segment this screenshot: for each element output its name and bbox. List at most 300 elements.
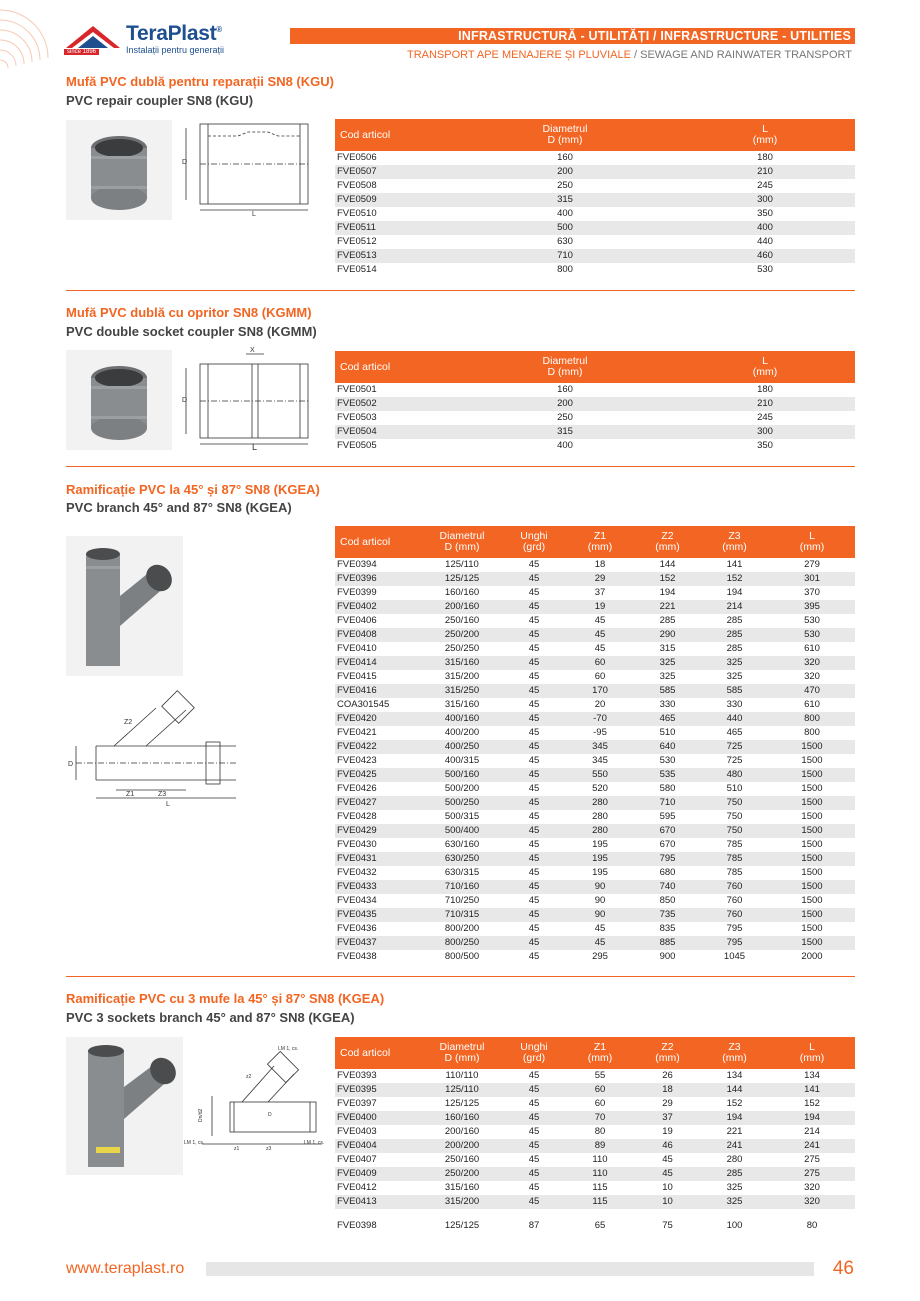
value-cell: 400 xyxy=(557,208,573,219)
value-cell: 330 xyxy=(659,699,676,710)
item-code-cell: FVE0410 xyxy=(337,643,377,654)
value-cell: 195 xyxy=(592,867,608,878)
value-cell: 241 xyxy=(700,1139,769,1153)
value-cell: 1500 xyxy=(801,923,823,934)
value-cell: 400/160 xyxy=(421,712,503,726)
item-code-cell: FVE0429 xyxy=(335,824,421,838)
value-cell: 800/200 xyxy=(444,923,480,934)
value-cell: 144 xyxy=(659,559,676,570)
column-header: Cod articol xyxy=(335,351,455,383)
section-3-title-ro: Ramificație PVC la 45° și 87° SN8 (KGEA) xyxy=(66,482,320,497)
value-cell: 45 xyxy=(528,1070,540,1081)
column-header: Z3 (mm) xyxy=(700,1037,769,1069)
value-cell: 280 xyxy=(565,824,635,838)
value-cell: 315/200 xyxy=(444,671,480,682)
column-header: Unghi (grd) xyxy=(503,1037,565,1069)
value-cell: 785 xyxy=(700,852,769,866)
value-cell: 45 xyxy=(503,880,565,894)
value-cell: 45 xyxy=(503,1083,565,1097)
value-cell: 45 xyxy=(635,1167,700,1181)
value-cell: 710 xyxy=(455,249,675,263)
value-cell: 750 xyxy=(726,811,743,822)
value-cell: 87 xyxy=(528,1220,540,1231)
double-socket-photo xyxy=(66,350,172,450)
value-cell: 214 xyxy=(700,600,769,614)
column-header: Z1 (mm) xyxy=(565,1037,635,1069)
value-cell: 250 xyxy=(557,180,573,191)
item-code-cell: FVE0508 xyxy=(337,180,377,191)
drawing-label-z3: Z3 xyxy=(158,791,167,798)
value-cell: 152 xyxy=(700,572,769,586)
value-cell: 60 xyxy=(594,1098,606,1109)
value-cell: 285 xyxy=(700,628,769,642)
value-cell: 1500 xyxy=(769,740,855,754)
value-cell: 500/200 xyxy=(444,783,480,794)
drawing-label-d: D xyxy=(268,1112,272,1118)
value-cell: 325 xyxy=(726,671,743,682)
value-cell: 285 xyxy=(726,615,743,626)
value-cell: 45 xyxy=(503,1195,565,1209)
value-cell: 760 xyxy=(700,908,769,922)
value-cell: 90 xyxy=(594,895,606,906)
value-cell: 37 xyxy=(635,1111,700,1125)
drawing-label-lm-2: LM 1, cs. xyxy=(304,1140,325,1146)
table-header-row xyxy=(335,526,855,558)
value-cell: 280 xyxy=(592,811,608,822)
drawing-label-z2: z2 xyxy=(246,1074,252,1080)
value-cell: 315/200 xyxy=(421,1195,503,1209)
value-cell: 45 xyxy=(528,923,540,934)
value-cell: 325 xyxy=(635,656,700,670)
table-row xyxy=(335,425,855,439)
value-cell: 45 xyxy=(528,783,540,794)
value-cell: 45 xyxy=(565,628,635,642)
value-cell: 400 xyxy=(675,221,855,235)
item-code-cell: FVE0426 xyxy=(337,783,377,794)
value-cell: 45 xyxy=(528,727,540,738)
item-code-cell: FVE0412 xyxy=(337,1182,377,1193)
value-cell: 670 xyxy=(659,839,676,850)
table-row xyxy=(335,810,855,824)
item-code-cell: FVE0433 xyxy=(335,880,421,894)
item-code-cell: FVE0425 xyxy=(335,768,421,782)
item-code-cell: FVE0430 xyxy=(337,839,377,850)
table-row xyxy=(335,838,855,852)
item-code-cell: FVE0435 xyxy=(335,908,421,922)
value-cell: 45 xyxy=(528,1126,540,1137)
value-cell: 250/200 xyxy=(421,1167,503,1181)
value-cell: 45 xyxy=(503,740,565,754)
table-row xyxy=(335,824,855,838)
value-cell: 45 xyxy=(528,811,540,822)
value-cell: 400 xyxy=(557,440,573,451)
value-cell: 530 xyxy=(804,615,820,626)
item-code-cell: FVE0436 xyxy=(337,923,377,934)
value-cell: 141 xyxy=(726,559,743,570)
value-cell: 29 xyxy=(565,572,635,586)
value-cell: 45 xyxy=(528,671,540,682)
value-cell: 115 xyxy=(592,1182,608,1193)
value-cell: 45 xyxy=(565,936,635,950)
footer-website-link[interactable]: www.teraplast.ro xyxy=(66,1260,185,1277)
value-cell: 194 xyxy=(726,587,743,598)
table-row xyxy=(335,656,855,670)
table-row xyxy=(335,684,855,698)
value-cell: 45 xyxy=(503,1111,565,1125)
section-3-title-en: PVC branch 45° and 87° SN8 (KGEA) xyxy=(66,500,292,515)
value-cell: 630/160 xyxy=(444,839,480,850)
section-4-title-en: PVC 3 sockets branch 45° and 87° SN8 (KGEA) xyxy=(66,1010,355,1025)
value-cell: 194 xyxy=(659,587,676,598)
value-cell: 110 xyxy=(592,1154,608,1165)
value-cell: 800 xyxy=(557,264,573,275)
spacer-cell xyxy=(335,1209,855,1219)
three-socket-branch-photo xyxy=(66,1037,183,1175)
item-code-cell: FVE0421 xyxy=(337,727,377,738)
value-cell: 125/125 xyxy=(444,1220,480,1231)
value-cell: 45 xyxy=(528,643,540,654)
value-cell: 160 xyxy=(557,152,573,163)
value-cell: 200 xyxy=(455,397,675,411)
item-code-cell: FVE0393 xyxy=(337,1070,377,1081)
section-divider xyxy=(66,976,855,977)
value-cell: 400/315 xyxy=(444,755,480,766)
item-code-cell: FVE0420 xyxy=(335,712,421,726)
drawing-label-z2: Z2 xyxy=(124,719,133,726)
item-code-cell: FVE0409 xyxy=(335,1167,421,1181)
value-cell: 134 xyxy=(804,1070,820,1081)
item-code-cell: FVE0438 xyxy=(337,951,377,962)
column-header: Cod articol xyxy=(335,1037,421,1069)
table-row xyxy=(335,383,855,397)
value-cell: 315/160 xyxy=(421,656,503,670)
value-cell: 350 xyxy=(757,440,773,451)
value-cell: 1500 xyxy=(769,908,855,922)
value-cell: 45 xyxy=(594,923,606,934)
value-cell: 465 xyxy=(635,712,700,726)
item-code-cell: FVE0511 xyxy=(335,221,455,235)
item-code-cell: FVE0431 xyxy=(335,852,421,866)
value-cell: 610 xyxy=(804,699,820,710)
item-code-cell: FVE0395 xyxy=(335,1083,421,1097)
value-cell: 1500 xyxy=(769,880,855,894)
value-cell: 1500 xyxy=(769,796,855,810)
value-cell: 315 xyxy=(659,643,676,654)
value-cell: 45 xyxy=(503,796,565,810)
drawing-label-z1: z1 xyxy=(234,1146,240,1152)
value-cell: 835 xyxy=(659,923,676,934)
repair-coupler-photo xyxy=(66,120,172,220)
value-cell: 152 xyxy=(635,572,700,586)
table-row xyxy=(335,936,855,950)
value-cell: 710 xyxy=(635,796,700,810)
table-row xyxy=(335,1139,855,1153)
item-code-cell: FVE0437 xyxy=(335,936,421,950)
value-cell: 60 xyxy=(594,671,606,682)
table-row xyxy=(335,1195,855,1209)
value-cell: 725 xyxy=(726,755,743,766)
table-row xyxy=(335,950,855,964)
section-1-title-ro: Mufă PVC dublă pentru reparații SN8 (KGU) xyxy=(66,74,334,89)
value-cell: 400/250 xyxy=(421,740,503,754)
item-code-cell: FVE0513 xyxy=(335,249,455,263)
value-cell: 110/110 xyxy=(445,1070,479,1081)
value-cell: 55 xyxy=(594,1070,606,1081)
drawing-label-d: D xyxy=(182,397,188,404)
item-code-cell: FVE0416 xyxy=(335,684,421,698)
double-socket-table xyxy=(335,351,855,453)
column-header: Z2 (mm) xyxy=(635,526,700,558)
value-cell: 46 xyxy=(635,1139,700,1153)
item-code-cell: FVE0403 xyxy=(337,1126,377,1137)
table-row xyxy=(335,600,855,614)
since-label: since 1896 xyxy=(64,49,99,55)
value-cell: 26 xyxy=(662,1070,673,1081)
table-row xyxy=(335,235,855,249)
value-cell: 710/315 xyxy=(421,908,503,922)
value-cell: 785 xyxy=(726,839,743,850)
value-cell: 152 xyxy=(726,1098,743,1109)
value-cell: 45 xyxy=(528,559,540,570)
value-cell: 45 xyxy=(528,587,540,598)
branch-table xyxy=(335,526,855,964)
value-cell: 290 xyxy=(635,628,700,642)
value-cell: 795 xyxy=(726,923,743,934)
value-cell: 45 xyxy=(503,852,565,866)
value-cell: 320 xyxy=(769,1195,855,1209)
value-cell: 300 xyxy=(675,425,855,439)
item-code-cell: FVE0415 xyxy=(337,671,377,682)
value-cell: 640 xyxy=(635,740,700,754)
category-subtitle: TRANSPORT APE MENAJERE ȘI PLUVIALE / SEWAGE AND RAINWATER TRANSPORT xyxy=(406,49,852,61)
value-cell: 630/250 xyxy=(421,852,503,866)
value-cell: 45 xyxy=(503,656,565,670)
value-cell: 301 xyxy=(769,572,855,586)
brand-name: TeraPlast® xyxy=(126,22,222,45)
value-cell: 125/125 xyxy=(421,572,503,586)
value-cell: 275 xyxy=(804,1154,820,1165)
value-cell: 45 xyxy=(503,684,565,698)
table-row xyxy=(335,249,855,263)
item-code-cell: FVE0400 xyxy=(335,1111,421,1125)
value-cell: 320 xyxy=(769,656,855,670)
value-cell: 585 xyxy=(635,684,700,698)
item-code-cell: FVE0506 xyxy=(337,152,377,163)
value-cell: 45 xyxy=(528,755,540,766)
item-code-cell: FVE0514 xyxy=(337,264,377,275)
value-cell: 45 xyxy=(503,572,565,586)
value-cell: 200 xyxy=(455,165,675,179)
table-row xyxy=(335,866,855,880)
value-cell: 1500 xyxy=(801,839,823,850)
item-code-cell: FVE0505 xyxy=(337,440,377,451)
item-code-cell: FVE0398 xyxy=(337,1220,377,1231)
table-row xyxy=(335,614,855,628)
value-cell: 345 xyxy=(592,755,608,766)
value-cell: 45 xyxy=(594,643,606,654)
value-cell: 740 xyxy=(635,880,700,894)
table-row xyxy=(335,698,855,712)
value-cell: 250/160 xyxy=(444,1154,480,1165)
value-cell: 800/500 xyxy=(444,951,480,962)
value-cell: 885 xyxy=(635,936,700,950)
column-header: Z1 (mm) xyxy=(565,526,635,558)
value-cell: 500/250 xyxy=(421,796,503,810)
table-row xyxy=(335,439,855,453)
drawing-label-l: L xyxy=(252,211,256,218)
branch-drawing xyxy=(66,688,246,808)
table-row xyxy=(335,572,855,586)
value-cell: 45 xyxy=(528,895,540,906)
value-cell: 725 xyxy=(700,740,769,754)
value-cell: 610 xyxy=(804,643,820,654)
table-row xyxy=(335,726,855,740)
drawing-label-d: D xyxy=(182,159,188,166)
item-code-cell: FVE0509 xyxy=(335,193,455,207)
section-divider xyxy=(66,466,855,467)
table-row xyxy=(335,1153,855,1167)
value-cell: 1500 xyxy=(769,936,855,950)
column-header: L (mm) xyxy=(769,1037,855,1069)
value-cell: 550 xyxy=(565,768,635,782)
value-cell: 325 xyxy=(700,1195,769,1209)
value-cell: 152 xyxy=(804,1098,820,1109)
value-cell: 195 xyxy=(592,839,608,850)
value-cell: 280 xyxy=(726,1154,743,1165)
table-row xyxy=(335,908,855,922)
drawing-label-l: L xyxy=(252,442,258,452)
value-cell: 465 xyxy=(726,727,743,738)
section-4-title-ro: Ramificație PVC cu 3 mufe la 45° și 87° SN8 (KGEA) xyxy=(66,991,385,1006)
value-cell: 325 xyxy=(659,671,676,682)
value-cell: -70 xyxy=(565,712,635,726)
table-row xyxy=(335,193,855,207)
value-cell: 370 xyxy=(804,587,820,598)
category-bar: INFRASTRUCTURĂ - UTILITĂȚI / INFRASTRUCTURE - UTILITIES xyxy=(290,28,855,44)
value-cell: 440 xyxy=(757,236,773,247)
value-cell: 680 xyxy=(659,867,676,878)
value-cell: 350 xyxy=(757,208,773,219)
value-cell: 1500 xyxy=(769,852,855,866)
table-row xyxy=(335,782,855,796)
value-cell: 241 xyxy=(769,1139,855,1153)
value-cell: 1500 xyxy=(801,867,823,878)
value-cell: 510 xyxy=(726,783,743,794)
roof-logo-icon xyxy=(64,22,122,52)
value-cell: 320 xyxy=(804,671,820,682)
table-row xyxy=(335,1083,855,1097)
section-divider xyxy=(66,290,855,291)
table-row xyxy=(335,263,855,277)
value-cell: 315/250 xyxy=(421,684,503,698)
value-cell: 245 xyxy=(757,180,773,191)
value-cell: 280 xyxy=(565,796,635,810)
item-code-cell: FVE0432 xyxy=(337,867,377,878)
value-cell: 19 xyxy=(565,600,635,614)
value-cell: 530 xyxy=(769,628,855,642)
value-cell: 275 xyxy=(769,1167,855,1181)
value-cell: 45 xyxy=(503,936,565,950)
column-header: Unghi (grd) xyxy=(503,526,565,558)
column-header: L (mm) xyxy=(675,351,855,383)
item-code-cell: FVE0510 xyxy=(337,208,377,219)
table-row xyxy=(335,796,855,810)
value-cell: 180 xyxy=(757,152,773,163)
item-code-cell: FVE0396 xyxy=(335,572,421,586)
table-row xyxy=(335,628,855,642)
table-spacer-row xyxy=(335,1209,855,1219)
value-cell: 585 xyxy=(700,684,769,698)
item-code-cell: FVE0404 xyxy=(335,1139,421,1153)
value-cell: 580 xyxy=(659,783,676,794)
value-cell: 160/160 xyxy=(444,587,480,598)
value-cell: 29 xyxy=(662,1098,673,1109)
value-cell: 285 xyxy=(700,1167,769,1181)
column-header: L (mm) xyxy=(769,526,855,558)
drawing-label-l: L xyxy=(166,801,170,808)
item-code-cell: FVE0434 xyxy=(337,895,377,906)
item-code-cell: FVE0406 xyxy=(337,615,377,626)
value-cell: 170 xyxy=(565,684,635,698)
value-cell: 735 xyxy=(635,908,700,922)
value-cell: 134 xyxy=(726,1070,743,1081)
item-code-cell: FVE0501 xyxy=(337,384,377,395)
value-cell: 285 xyxy=(726,643,743,654)
repair-coupler-table xyxy=(335,119,855,277)
value-cell: 800 xyxy=(804,727,820,738)
value-cell: 510 xyxy=(659,727,676,738)
column-header: Diametrul D (mm) xyxy=(421,526,503,558)
item-code-cell: FVE0399 xyxy=(337,587,377,598)
value-cell: 65 xyxy=(594,1220,606,1231)
value-cell: 100 xyxy=(726,1220,743,1231)
table-row xyxy=(335,1097,855,1111)
table-row xyxy=(335,1069,855,1083)
column-header: Diametrul D (mm) xyxy=(455,351,675,383)
value-cell: 800 xyxy=(769,712,855,726)
value-cell: 460 xyxy=(675,249,855,263)
value-cell: 194 xyxy=(700,1111,769,1125)
item-code-cell: FVE0428 xyxy=(337,811,377,822)
teraplast-logo[interactable] xyxy=(64,20,264,60)
value-cell: 125/110 xyxy=(445,559,479,570)
value-cell: 45 xyxy=(503,1139,565,1153)
value-cell: 800/250 xyxy=(421,936,503,950)
table-row xyxy=(335,179,855,193)
table-row xyxy=(335,894,855,908)
value-cell: 70 xyxy=(565,1111,635,1125)
footer-bar xyxy=(206,1262,814,1276)
value-cell: 279 xyxy=(804,559,820,570)
value-cell: 45 xyxy=(662,1154,673,1165)
value-cell: 630/315 xyxy=(444,867,480,878)
value-cell: 45 xyxy=(528,699,540,710)
value-cell: 315/160 xyxy=(444,1182,480,1193)
value-cell: 250/160 xyxy=(444,615,480,626)
value-cell: 1500 xyxy=(801,755,823,766)
drawing-label-x: X xyxy=(250,347,255,354)
value-cell: 480 xyxy=(700,768,769,782)
section-2-title-en: PVC double socket coupler SN8 (KGMM) xyxy=(66,324,317,339)
value-cell: 500/160 xyxy=(421,768,503,782)
value-cell: 785 xyxy=(726,867,743,878)
value-cell: 90 xyxy=(565,880,635,894)
double-socket-drawing xyxy=(178,344,318,452)
table-row xyxy=(335,768,855,782)
value-cell: 400/200 xyxy=(444,727,480,738)
branch-image xyxy=(66,536,183,676)
value-cell: 245 xyxy=(757,412,773,423)
